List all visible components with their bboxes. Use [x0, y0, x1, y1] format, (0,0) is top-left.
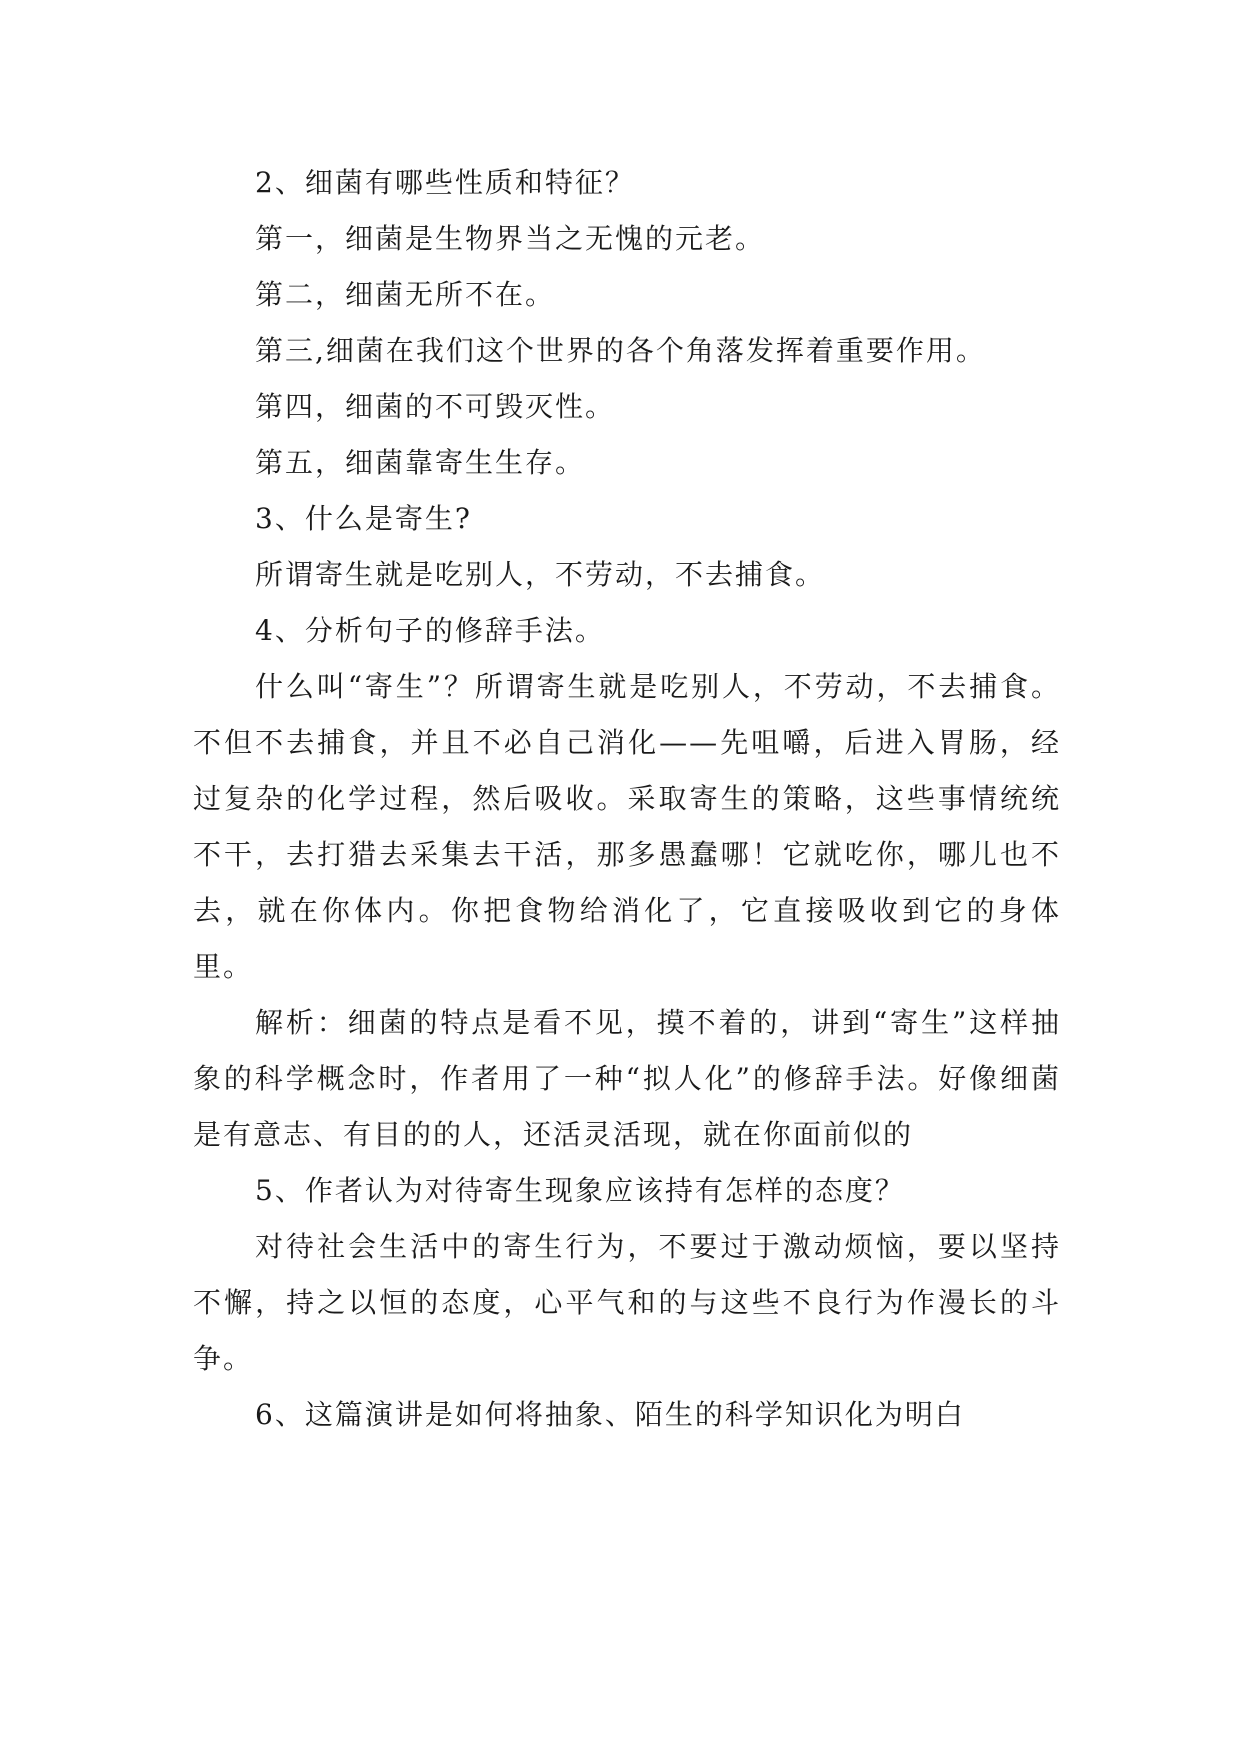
document-body [193, 155, 1061, 1443]
answer-point-4: 第四，细菌的不可毁灭性。 [255, 390, 616, 423]
question-6: 6、这篇演讲是如何将抽象、陌生的科学知识化为明白 [255, 1398, 965, 1431]
question-2: 2、细菌有哪些性质和特征？ [255, 166, 635, 199]
question-3: 3、什么是寄生? [255, 502, 472, 535]
answer-point-1: 第一，细菌是生物界当之无愧的元老。 [255, 222, 766, 255]
answer-point-2: 第二，细菌无所不在。 [255, 278, 556, 311]
answer-point-5: 第五，细菌靠寄生生存。 [255, 446, 586, 479]
question-5: 5、作者认为对待寄生现象应该持有怎样的态度？ [255, 1174, 905, 1207]
analysis-paragraph: 解析：细菌的特点是看不见，摸不着的，讲到“寄生”这样抽象的科学概念时，作者用了一种“拟人化”的修辞手法。好像细菌是有意志、有目的的人，还活灵活现，就在你面前似的 [193, 1006, 1061, 1151]
answer-3: 所谓寄生就是吃别人，不劳动，不去捕食。 [255, 558, 826, 591]
answer-5: 对待社会生活中的寄生行为，不要过于激动烦恼，要以坚持不懈，持之以恒的态度，心平气和的与这些不良行为作漫长的斗争。 [193, 1230, 1061, 1375]
question-4: 4、分析句子的修辞手法。 [255, 614, 605, 647]
quoted-passage: 什么叫“寄生”？所谓寄生就是吃别人，不劳动，不去捕食。不但不去捕食，并且不必自己消化——先咀嚼，后进入胃肠，经过复杂的化学过程，然后吸收。采取寄生的策略，这些事情统统不干，去打猎去采集去干活，那多愚蠢哪！它就吃你，哪儿也不去，就在你体内。你把食物给消化了，它直接吸收到它的身体里。 [193, 670, 1061, 983]
answer-point-3: 第三,细菌在我们这个世界的各个角落发挥着重要作用。 [255, 334, 986, 367]
